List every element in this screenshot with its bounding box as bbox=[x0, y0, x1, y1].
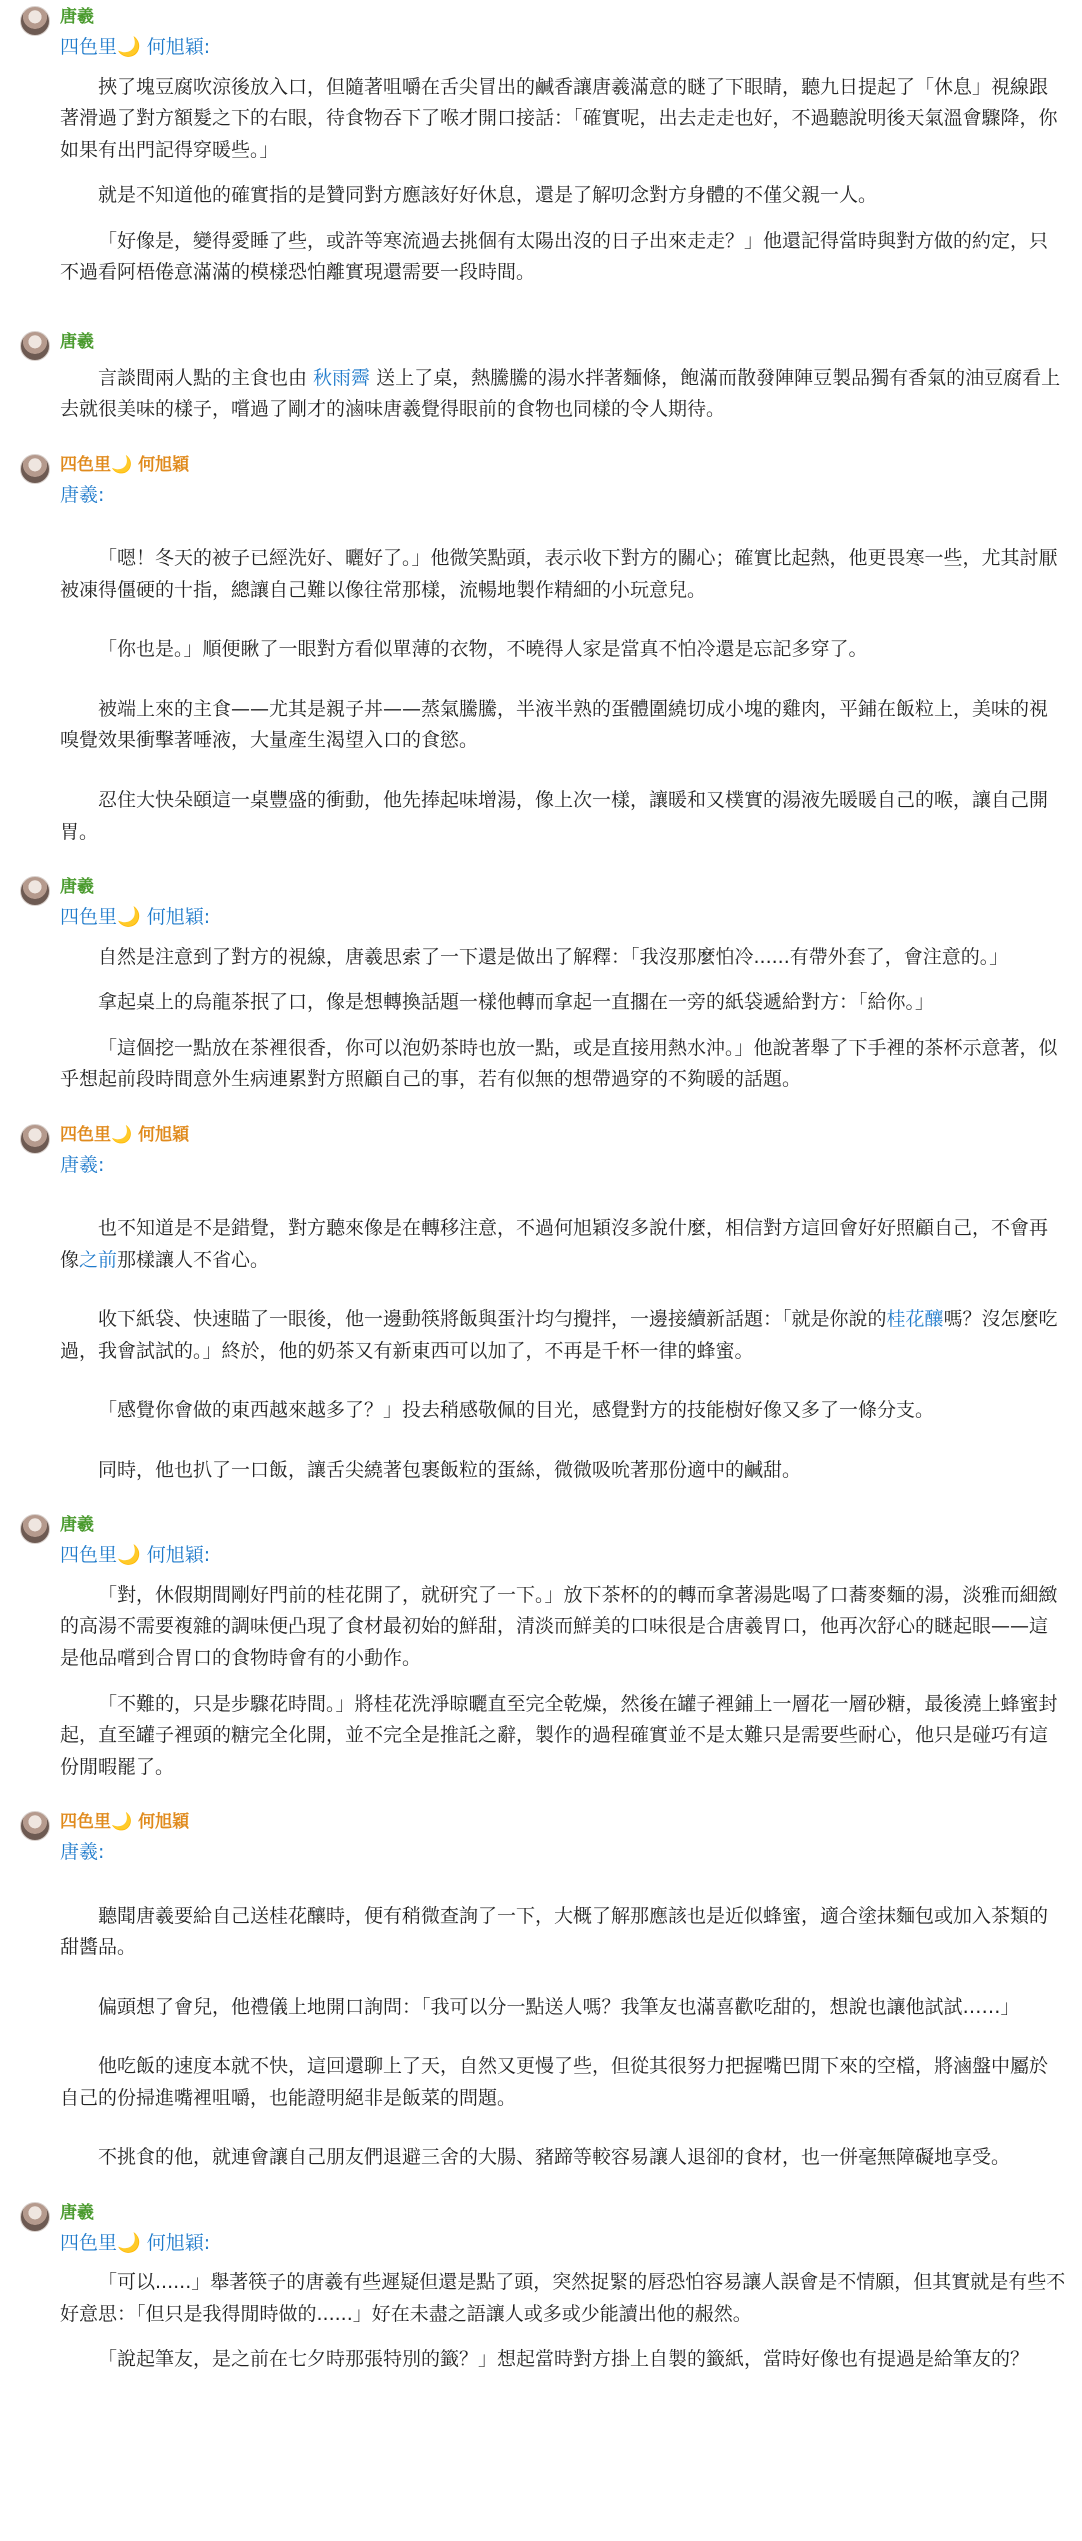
message-paragraph: 偏頭想了會兒，他禮儀上地開口詢問：「我可以分一點送人嗎？我筆友也滿喜歡吃甜的，想說也讓他試試……」 bbox=[98, 1995, 1020, 2018]
inline-link[interactable]: 桂花釀 bbox=[886, 1308, 944, 1331]
author-name[interactable]: 唐羲 bbox=[60, 877, 94, 898]
message-paragraph: 「你也是。」順便瞅了一眼對方看似單薄的衣物，不曉得人家是當真不怕冷還是忘記多穿了。 bbox=[98, 638, 868, 661]
post bbox=[20, 448, 1066, 848]
avatar[interactable] bbox=[20, 454, 50, 484]
post bbox=[20, 0, 1066, 289]
message-paragraph bbox=[60, 1304, 1066, 1367]
reply-to-label[interactable]: 唐羲: bbox=[60, 483, 105, 506]
message-text: 也不知道是不是錯覺，對方聽來像是在轉移注意，不過何旭穎沒多說什麼，相信對方這回會好好照顧自己，不會再像之前那樣讓人不省心。 bbox=[60, 1217, 1049, 1271]
reply-to-label[interactable]: 四色里🌙 何旭穎: bbox=[60, 906, 211, 929]
message-paragraph: 「不難的，只是步驟花時間。」將桂花洗淨晾曬直至完全乾燥，然後在罐子裡鋪上一層花一層砂糖，最後澆上蜂蜜封起，直至罐子裡頭的糖完全化開，並不完全是推託之辭，製作的過程確實並不是太難只是需要些耐心，他只是碰巧有這份閒暇罷了。 bbox=[60, 1692, 1058, 1778]
avatar[interactable] bbox=[20, 6, 50, 36]
avatar[interactable] bbox=[20, 1514, 50, 1544]
post bbox=[20, 1118, 1066, 1487]
message-paragraph: 就是不知道他的確實指的是贊同對方應該好好休息，還是了解叨念對方身體的不僅父親一人。 bbox=[98, 184, 878, 207]
author-name[interactable]: 唐羲 bbox=[60, 331, 94, 352]
message-text: 收下紙袋、快速瞄了一眼後，他一邊動筷將飯與蛋汁均勻攪拌，一邊接續新話題：「就是你說的桂花釀嗎？沒怎麼吃過，我會試試的。」終於，他的奶茶又有新東西可以加了，不再是千杯一律的蜂蜜。 bbox=[60, 1308, 1058, 1362]
message-paragraph: 「感覺你會做的東西越來越多了？」投去稍感敬佩的目光，感覺對方的技能樹好像又多了一條分支。 bbox=[98, 1399, 935, 1422]
inline-link[interactable]: 秋雨霽 bbox=[313, 366, 371, 389]
avatar[interactable] bbox=[20, 876, 50, 906]
message-paragraph: 「說起筆友，是之前在七夕時那張特別的籤？」想起當時對方掛上自製的籤紙，當時好像也有提過是給筆友的？ bbox=[98, 2348, 1030, 2371]
message-paragraph: 挾了塊豆腐吹涼後放入口，但隨著咀嚼在舌尖冒出的鹹香讓唐羲滿意的瞇了下眼睛，聽九日提起了「休息」視線跟著滑過了對方額髮之下的右眼，待食物吞下了喉才開口接話：「確實呢，出去走走也好，不過聽說明後天氣溫會驟降，你如果有出門記得穿暖些。」 bbox=[60, 75, 1058, 161]
reply-to-label[interactable]: 唐羲: bbox=[60, 1841, 105, 1864]
author-name[interactable]: 唐羲 bbox=[60, 2202, 94, 2223]
post bbox=[20, 1508, 1066, 1783]
message-paragraph: 他吃飯的速度本就不快，這回還聊上了天，自然又更慢了些，但從其很努力把握嘴巴閒下來的空檔，將滷盤中屬於自己的份掃進嘴裡咀嚼，也能證明絕非是飯菜的問題。 bbox=[60, 2055, 1049, 2109]
author-name[interactable]: 四色里🌙 何旭穎 bbox=[60, 454, 190, 475]
message-paragraph: 「這個挖一點放在茶裡很香，你可以泡奶茶時也放一點，或是直接用熱水沖。」他說著舉了下手裡的茶杯示意著，似乎想起前段時間意外生病連累對方照顧自己的事，若有似無的想帶過穿的不夠暖的話題。 bbox=[60, 1036, 1058, 1091]
author-name[interactable]: 四色里🌙 何旭穎 bbox=[60, 1812, 190, 1833]
author-name[interactable]: 四色里🌙 何旭穎 bbox=[60, 1124, 190, 1145]
reply-to-label[interactable]: 唐羲: bbox=[60, 1153, 105, 1176]
post bbox=[20, 325, 1066, 426]
message-paragraph: 「對，休假期間剛好門前的桂花開了，就研究了一下。」放下茶杯的的轉而拿著湯匙喝了口蕎麥麵的湯，淡雅而細緻的高湯不需要複雜的調味便凸現了食材最初始的鮮甜，清淡而鮮美的口味很是合唐羲胃口，他再次舒心的瞇起眼——這是他品嚐到合胃口的食物時會有的小動作。 bbox=[60, 1583, 1058, 1669]
post bbox=[20, 2196, 1066, 2376]
message-paragraph: 同時，他也扒了一口飯，讓舌尖繞著包裹飯粒的蛋絲，微微吸吮著那份適中的鹹甜。 bbox=[98, 1458, 802, 1481]
message-paragraph: 「嗯！冬天的被子已經洗好、曬好了。」他微笑點頭，表示收下對方的關心；確實比起熱，他更畏寒一些，尤其討厭被凍得僵硬的十指，總讓自己難以像往常那樣，流暢地製作精細的小玩意兒。 bbox=[60, 547, 1058, 601]
message-text: 言談間兩人點的主食也由 秋雨霽 送上了桌，熱騰騰的湯水拌著麵條，飽滿而散發陣陣豆製品獨有香氣的油豆腐看上去就很美味的樣子，嚐過了剛才的滷味唐羲覺得眼前的食物也同樣的令人期待。 bbox=[60, 366, 1061, 421]
post bbox=[20, 870, 1066, 1096]
avatar[interactable] bbox=[20, 331, 50, 361]
message-paragraph: 自然是注意到了對方的視線，唐羲思索了一下還是做出了解釋：「我沒那麼怕冷......有帶外套了，會注意的。」 bbox=[98, 945, 1009, 968]
author-name[interactable]: 唐羲 bbox=[60, 1515, 94, 1536]
message-paragraph: 「可以......」舉著筷子的唐羲有些遲疑但還是點了頭，突然捉緊的唇恐怕容易讓人誤會是不情願，但其實就是有些不好意思：「但只是我得閒時做的......」好在未盡之語讓人或多或少能讀出他的赧然。 bbox=[60, 2271, 1066, 2325]
reply-to-label[interactable]: 四色里🌙 何旭穎: bbox=[60, 1544, 211, 1567]
reply-to-label[interactable]: 四色里🌙 何旭穎: bbox=[60, 36, 211, 58]
reply-to-label[interactable]: 四色里🌙 何旭穎: bbox=[60, 2231, 211, 2254]
inline-link[interactable]: 之前 bbox=[79, 1248, 118, 1271]
message-paragraph: 聽聞唐羲要給自己送桂花釀時，便有稍微查詢了一下，大概了解那應該也是近似蜂蜜，適合塗抹麵包或加入茶類的甜醬品。 bbox=[60, 1904, 1049, 1959]
avatar[interactable] bbox=[20, 2202, 50, 2232]
message-paragraph: 拿起桌上的烏龍茶抿了口，像是想轉換話題一樣他轉而拿起一直擱在一旁的紙袋遞給對方：「給你。」 bbox=[98, 991, 935, 1014]
avatar[interactable] bbox=[20, 1811, 50, 1841]
message-paragraph: 「好像是，變得愛睡了些，或許等寒流過去挑個有太陽出沒的日子出來走走？」他還記得當時與對方做的約定，只不過看阿梧倦意滿滿的模樣恐怕離實現還需要一段時間。 bbox=[60, 229, 1049, 284]
message-paragraph: 被端上來的主食——尤其是親子丼——蒸氣騰騰，半液半熟的蛋體圍繞切成小塊的雞肉，平鋪在飯粒上，美味的視嗅覺效果衝擊著唾液，大量產生渴望入口的食慾。 bbox=[60, 697, 1049, 752]
message-paragraph bbox=[60, 363, 1066, 426]
author-name[interactable]: 唐羲 bbox=[60, 7, 94, 27]
post bbox=[20, 1805, 1066, 2174]
message-paragraph bbox=[60, 1213, 1066, 1276]
message-paragraph: 不挑食的他，就連會讓自己朋友們退避三舍的大腸、豬蹄等較容易讓人退卻的食材，也一併毫無障礙地享受。 bbox=[98, 2146, 1011, 2169]
avatar[interactable] bbox=[20, 1124, 50, 1154]
message-paragraph: 忍住大快朵頤這一桌豐盛的衝動，他先捧起味增湯，像上次一樣，讓暖和又樸實的湯液先暖暖自己的喉，讓自己開胃。 bbox=[60, 788, 1049, 843]
